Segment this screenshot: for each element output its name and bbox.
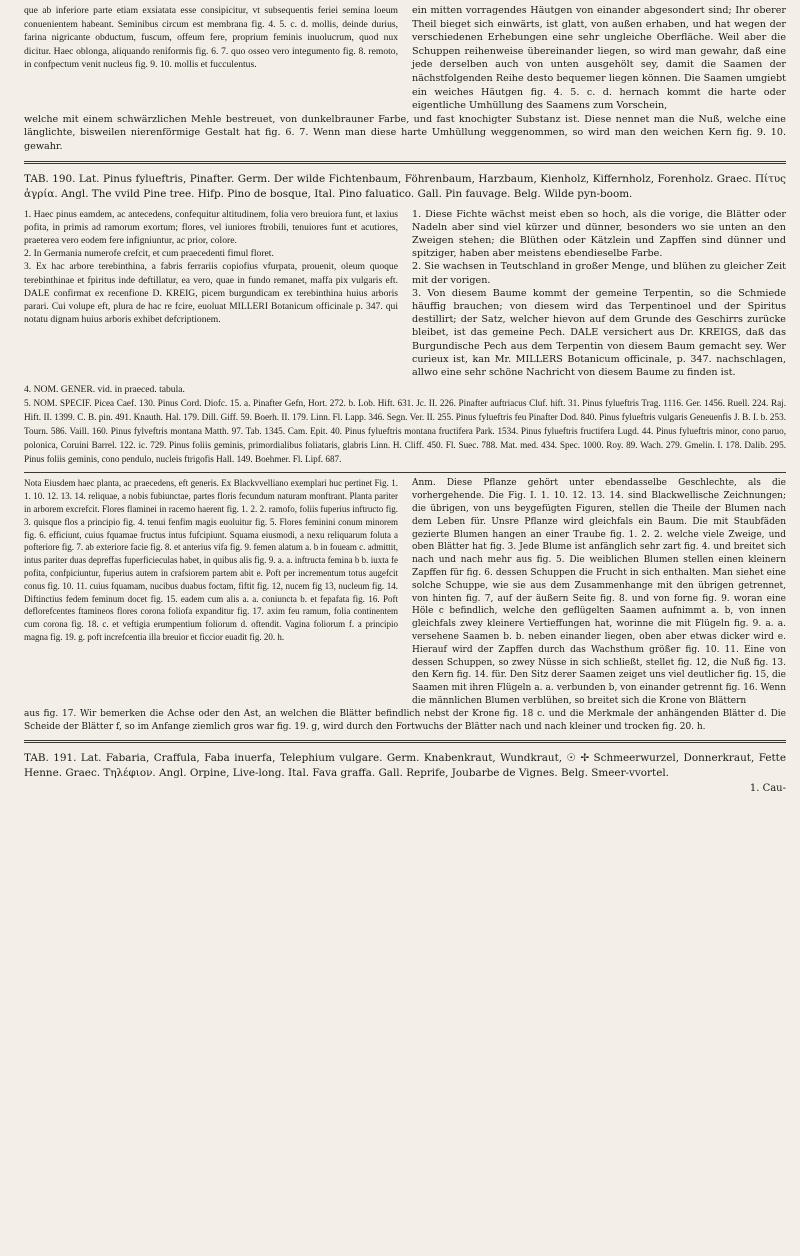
notes-divider <box>24 472 786 473</box>
section-divider <box>24 161 786 164</box>
tab190-heading: TAB. 190. Lat. Pinus fylueftris, Pinafter. Germ. Der wilde Fichtenbaum, Föhrenbaum, Harzbaum, Kienholz, Kiffernholz, Forenholz. Graec. Πίτυς ἀγρία. Angl. The vvild Pine tree. Hifp. Pino de bosque, Ital. Pino faluatico. Gall. Pin fauvage. Belg. Wilde pyn-boom. <box>24 172 786 200</box>
german-item-3: 3. Von diesem Baume kommt der gemeine Terpentin, so die Schmiede häuffig brauchen; von diesem wird das Terpentinoel und der Spiritus destillirt; der Satz, welcher hievon auf dem Grunde des Geschirrs zurücke bleibet, ist das gemeine Pech. DALE versichert aus Dr. KREIGS, daß das Burgundische Pech aus dem Terpentin von diesem Baum gemacht sey. Wer curieux ist, kan Mr. MILLERS Botanicum officinale, p. 347. nachschlagen, allwo eine sehr schöne Nachricht von diesem Baume zu finden ist. <box>412 287 786 378</box>
tab190-items <box>24 208 786 380</box>
nomenclature-specific: 5. NOM. SPECIF. Picea Caef. 130. Pinus Cord. Diofc. 15. a. Pinafter Gefn, Hort. 272. b. Lob. Hift. 631. Jc. II. 226. Pinafter auftriacus Cluf. hift. 31. Pinus fylueftris Trag. 1116. Ger. 1456. Ruell. 224. Raj. Hift. II. 1399. C. B. pin. 491. Knauth. Hal. 179. Dill. Giff. 59. Boerh. II. 179. Linn. Fl. Lapp. 346. Segn. Ver. II. 255. Pinus fylueftris feu Pinafter Dod. 840. Pinus fylueftris vulgaris Geneuenfis J. B. I. b. 253. Tourn. 586. Vaill. 160. Pinus fylveftris montana Matth. 97. Tab. 1345. Cam. Epit. 40. Pinus fylueftris montana fructifera Park. 1534. Pinus fylueftris fructifera Lugd. 44. Pinus fylueftris minor, cono paruo, polonica, Coruini Barrel. 122. ic. 729. Pinus foliis geminis, primordialibus foliataris, glabris Linn. H. Cliff. 450. Fl. Suec. 788. Mat. med. 434. Spec. 1000. Roy. 89. Wach. 279. Gmelin. I. 178. Dalib. 295. Pinus foliis geminis, cono pendulo, nucleis ftrigofis Hall. 149. Boehmer. Fl. Lipf. 687. <box>24 398 786 465</box>
nomenclature-generic: 4. NOM. GENER. vid. in praeced. tabula. <box>24 384 185 396</box>
german-item-1: 1. Diese Fichte wächst meist eben so hoch, als die vorige, die Blätter oder Nadeln aber sind viel kürzer und dünner, besonders wo sie unten an den Zweigen stehen; die Blüthen oder Kätzlein und Zapffen sind dünner und spitziger, haben aber meistens ebendieselbe Farbe. <box>412 208 786 260</box>
nota-german: Anm. Diese Pflanze gehört unter ebendasselbe Geschlechte, als die vorhergehende. Die Fig. I. 1. 10. 12. 13. 14. sind Blackwellische Zeichnungen; die übrigen, von uns beygefügten Figuren, stellen die Theile der Blumen nach dem Leben für. Unsre Pflanze wird gleichfals ein Baum. Die mit Staubfäden gezierte Blumen hangen an einer Traube fig. 1. 2. 2. welche viele Zweige, und oben Blätter hat fig. 3. Jede Blume ist anfänglich sehr zart fig. 4. und breitet sich nach und nach mehr aus fig. 5. Die weiblichen Blumen stellen einen kleinern Zapffen für fig. 6. dessen Schuppen die Frucht in sich enthalten. Man siehet eine solche Schuppe, wie sie aus dem Zusammenhange mit den übrigen getrennet, von hinten fig. 7, auf der äußern Seite fig. 8. und von forne fig. 9. woran eine Höle c befindlich, welche den geflügelten Saamen aufnimmt a. b, von innen gleichfals zwey kleinere Vertieffungen hat, worinne die mit Flügeln fig. 9. a. a. versehene Saamen b. b. neben einander liegen, oben aber etwas dicker wird e. Hierauf wird der Zapffen durch das Wachsthum größer fig. 10. 11. Eine von dessen Schuppen, so zwey Nüsse in sich schließt, stellet fig. 12, die Nuß fig. 13. den Kern fig. 14. für. Den Sitz derer Saamen zeiget uns viel deutlicher fig. 15, die Saamen mit ihren Flügeln a. a. verbunden b, von einander getrennt fig. 16. Wenn die männlichen Blumen verblühen, so breitet sich die Krone von Blättern <box>412 478 786 706</box>
german-item-2: 2. Sie wachsen in Teutschland in großer Menge, und blühen zu gleicher Zeit mit der vorigen. <box>412 261 786 286</box>
tab191-heading: TAB. 191. Lat. Fabaria, Craffula, Faba inuerfa, Telephium vulgare. Germ. Knabenkraut, Wundkraut, ☉ ✢ Schmeerwurzel, Donnerkraut, Fette Henne. Graec. Τηλέφιον. Angl. Orpine, Live-long. Ital. Fava graffa. Gall. Reprife, Joubarbe de Vignes. Belg. Smeer-vvortel. <box>24 752 786 780</box>
top-section <box>24 4 786 113</box>
top-full-width-text: welche mit einem schwärzlichen Mehle bestreuet, von dunkelbrauner Farbe, und fast knochigter Substanz ist. Diese nennet man die Nuß, welche eine länglichte, bisweilen nierenförmige Gestalt hat fig. 6. 7. Wenn man diese harte Umhüllung weggenommen, so wird man den weichen Kern fig. 9. 10. gewahr. <box>24 113 786 152</box>
section-divider-2 <box>24 740 786 743</box>
catchword: 1. Cau- <box>749 783 786 795</box>
notes-section <box>24 477 786 707</box>
latin-item-3: 3. Ex hac arbore terebinthina, a fabris ferrariis copiofius vfurpata, prouenit, oleum quoque terebinthinae et fpiritus inde deftillatur, ea vero, quae in fundo remanet, maffa pix vulgaris eft. DALE confirmat ex recenfione D. KREIG, picem burgundicam ex terebinthina huius arboris parari. Cui volupe eft, plura de hac re fcire, euoluat MILLERI Botanicum officinale p. 347. qui notatu dignam huius arboris exhibet defcriptionem. <box>24 261 398 326</box>
top-german-text: ein mitten vorragendes Häutgen von einander abgesondert sind; Ihr oberer Theil bieget sich einwärts, ist glatt, von außen erhaben, und hat wegen der verschiedenen Erhebungen eine sehr ungleiche Oberfläche. Weil aber die Schuppen reihenweise übereinander liegen, so wird man gewahr, daß eine jede derselben auch von unten ausgehölt sey, damit die Saamen der nächstfolgenden Reihe desto bequemer liegen können. Die Saamen umgiebt ein weiches Häutgen fig. 4. 5. c. d. hernach kommt die harte oder eigentliche Umhüllung des Saamens zum Vorschein, <box>412 5 786 112</box>
nota-full-width: aus fig. 17. Wir bemerken die Achse oder den Ast, an welchen die Blätter befindlich nebst der Krone fig. 18 c. und die Merkmale der anhängenden Blätter d. Die Scheide der Blätter f, so im Anfange ziemlich gros war fig. 19. g, wird durch den Fortwuchs der Blätter nach und nach kleiner und trocken fig. 20. h. <box>24 708 786 732</box>
latin-item-1: 1. Haec pinus eamdem, ac antecedens, confequitur altitudinem, folia vero breuiora funt, et laxius pofita, in primis ad ramorum exortum; flores, vel iuniores ftrobili, tenuiores funt et acutiores, praeterea vero eodem fere infigniuntur, ac prior, colore. <box>24 208 398 246</box>
nota-latin: Nota Eiusdem haec planta, ac praecedens, eft generis. Ex Blackvvelliano exemplari huc pertinet Fig. 1. 1. 10. 12. 13. 14. reliquae, a nobis fubiunctae, partes floris fecundum naturam monftrant. Planta pariter in arborem excrefcit. Flores flaminei in racemo haerent fig. 1. 2. 2. ramofo, foliis fuperius inftructo fig. 3. quisque flos a principio fig. 4. tenui fenfim magis euoluitur fig. 5. Flores feminini conum minorem fig. 6. efficiunt, cuius fquamae fructus intus fufcipiunt. Squama eiusmodi, a nexu reliquarum foluta a pofteriore fig. 7. ab exteriore facie fig. 8. et anterius vifa fig. 9. femen alatum a. b in foueam c. admittit, intus pariter duas depreffas fuperficieculas habet, in quibus alis fig. 9. a. a. inftructa femina b b. iuxta fe pofita, confpiciuntur, fuperius autem in crafsiorem partem abit e. Poft per incrementum totus augefcit conus fig. 10. 11. cuius fquamam, nucibus duabus foctam, fiftit fig. 12, nucem fig 13, nucleum fig. 14. Diftinctius fedem feminum docet fig. 15. eadem cum alis a. a. coniuncta b. et fepafata fig. 16. Poft deflorefcentes ftamineos flores corona foliofa expanditur fig. 17. axim feu ramum, folia continentem cum corona fig. 18. c. et veftigia erumpentium foliorum d. oftendit. Vagina foliorum f. a principio magna fig. 19. g. poft increfcentia illa breuior et ficcior euadit fig. 20. h. <box>24 478 398 642</box>
top-latin-text: que ab inferiore parte etiam exsiatata esse consipicitur, vt subsequentis feriei semina loeum conuenientem habeant. Seminibus circum est membrana fig. 4. 5. c. d. mollis, deinde durius, farina nigricante obductum, fuscum, offeum fere, proprium feminis inuolucrum, quod nux dicitur. Haec oblonga, aliquando reniformis fig. 6. 7. quo osseo vero integumento fig. 8. remoto, in confpectum venit nucleus fig. 9. 10. mollis et fucculentus. <box>24 5 398 71</box>
latin-item-2: 2. In Germania numerofe crefcit, et cum praecedenti fimul floret. <box>24 248 274 260</box>
